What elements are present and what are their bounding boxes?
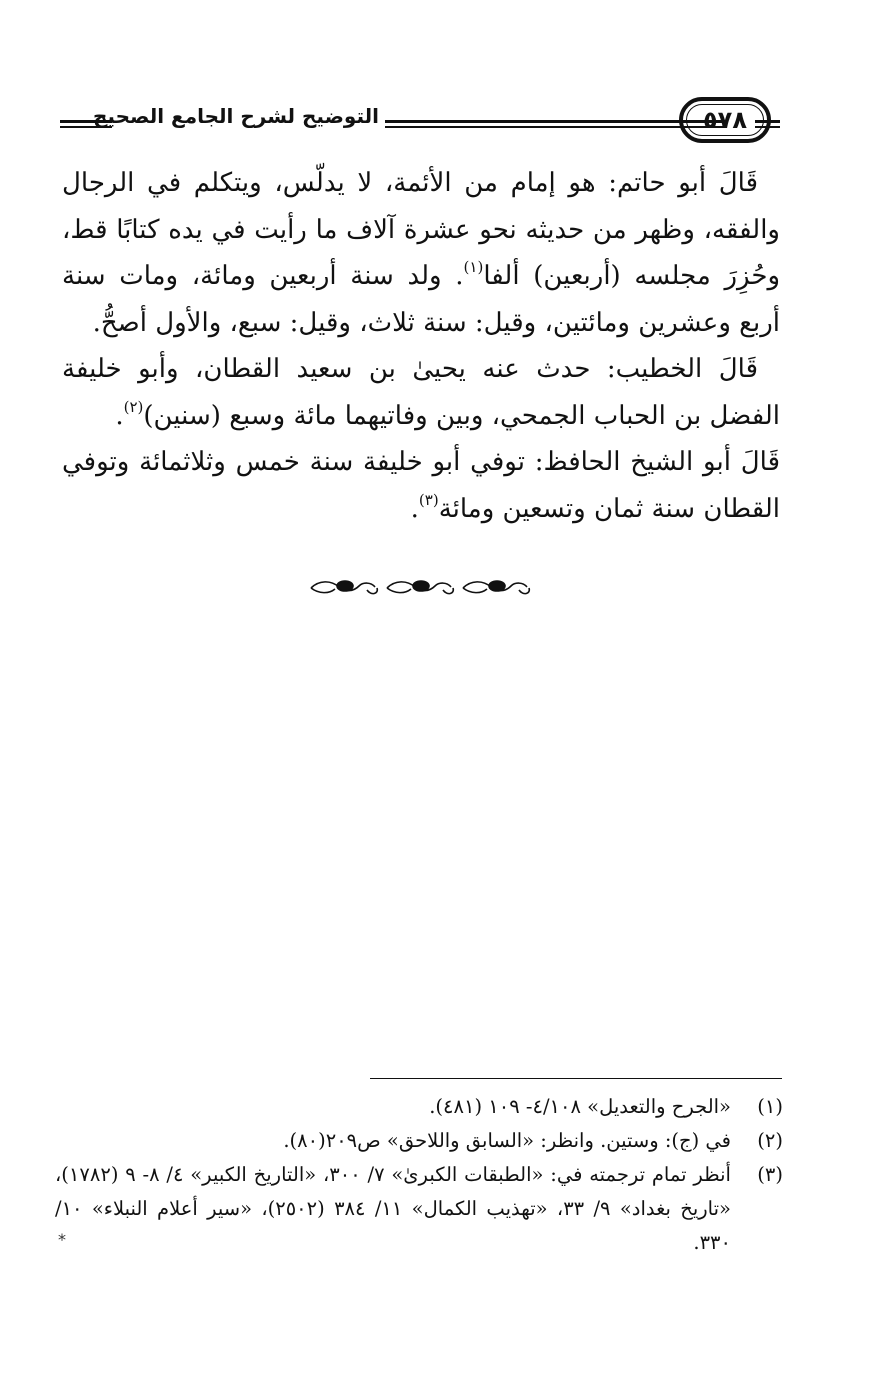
footnote [55,1124,785,1158]
footnote [55,1158,785,1260]
paragraph-text: قَالَ أبو الشيخ الحافظ: توفي أبو خليفة سنة خمس وثلاثمائة وتوفي القطان سنة ثمان وتسعين ومائة [62,447,780,524]
margin-mark: * [58,1230,66,1249]
page-number-text: ٥٧٨ [703,106,747,134]
section-end-ornament-icon [305,574,535,600]
footnote-text: في (ج): وستين. وانظر: «السابق واللاحق» ص٢٠٩(٨٠). [283,1129,731,1152]
paragraph [62,160,780,346]
paragraph-text: قَالَ أبو حاتم: هو إمام من الأئمة، لا يدلّس، ويتكلم في الرجال والفقه، وظهر من حديثه نحو عشرة آلاف ما رأيت في يده كتابًا قط، وحُزِرَ مجلسه (أربعين) ألفا [62,168,780,291]
running-title: التوضيح لشرح الجامع الصحيح [93,104,379,128]
footnote-reference: (٣) [418,490,439,509]
paragraph [62,346,780,439]
paragraph [62,439,780,532]
main-text [62,160,780,532]
footnote-number: (٣) [757,1163,783,1186]
footnote-text: أنظر تمام ترجمته في: «الطبقات الكبرىٰ» ٧/ ٣٠٠، «التاريخ الكبير» ٤/ ٨- ٩ (١٧٨٢)، «تاريخ بغداد» ٩/ ٣٣، «تهذيب الكمال» ١١/ ٣٨٤ (٢٥٠٢)، «سير أعلام النبلاء» ١٠/ ٣٣٠. [55,1163,731,1254]
paragraph-text: . ولد سنة أربعين ومائة، ومات سنة أربع وعشرين ومائتين، وقيل: سنة ثلاث، وقيل: سبع، والأول أصحُّ. [62,261,780,338]
footnote [55,1090,785,1124]
footnote-separator [370,1078,782,1079]
footnote-number: (١) [757,1095,783,1118]
page-header [55,92,785,156]
paragraph-text: قَالَ الخطيب: حدث عنه يحيىٰ بن سعيد القطان، وأبو خليفة الفضل بن الحباب الجمحي، وبين وفاتيهما مائة وسبع (سنين) [62,354,780,431]
footnote-reference: (٢) [123,397,144,416]
footnote-text: «الجرح والتعديل» ٤/١٠٨- ١٠٩ (٤٨١). [429,1095,731,1118]
footnotes [55,1090,785,1260]
footnote-reference: (١) [463,258,484,276]
paragraph-text: . [115,400,124,431]
header-rule-middle [385,120,725,128]
paragraph-text: . [410,493,419,524]
footnote-number: (٢) [757,1129,783,1152]
page-number-ring [686,104,764,136]
header-rule-right [755,120,780,128]
